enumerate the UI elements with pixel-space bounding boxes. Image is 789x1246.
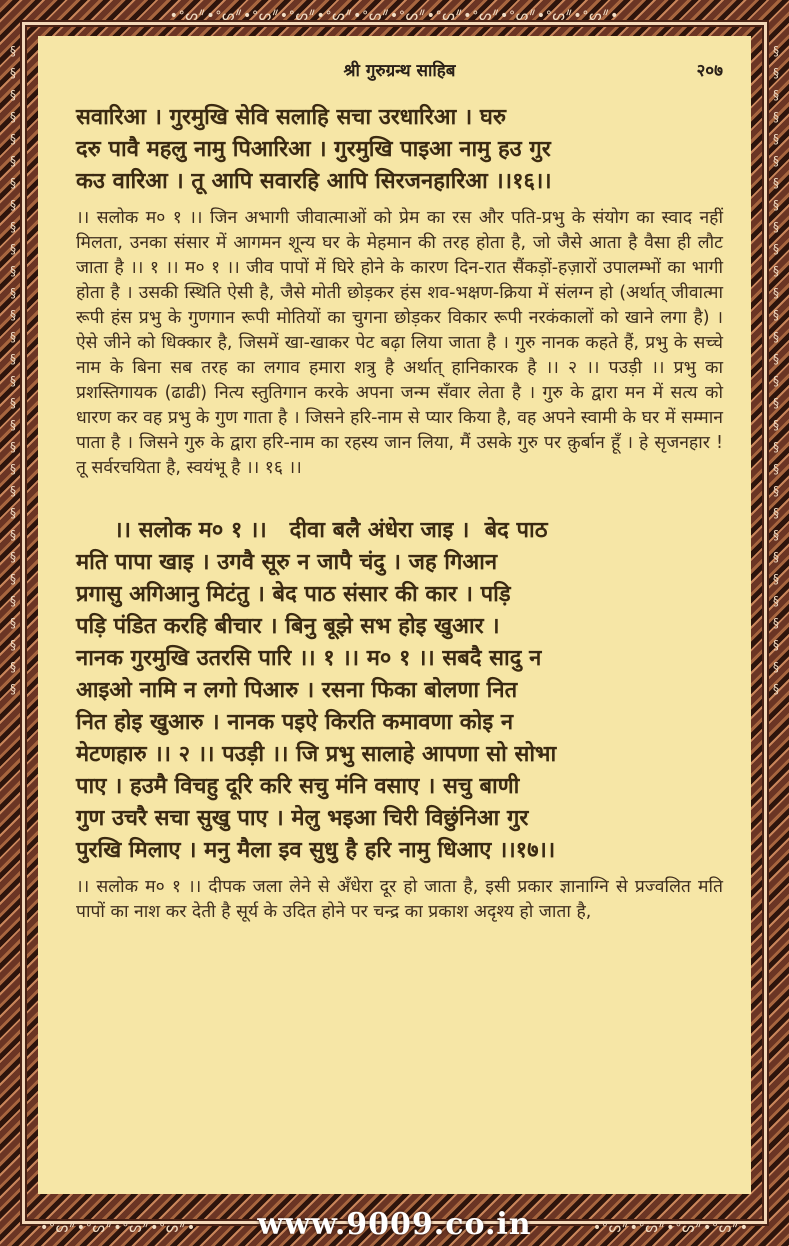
right-ornament: § § § § § § § § § § § § § § § § § § § § § § § § § § § § § § (773, 44, 779, 696)
translation-block-1 (76, 206, 723, 481)
verse-line: मेटणहारु ।। २ ।। पउड़ी ।। जि प्रभु सालाहे आपणा सो सोभा (76, 742, 557, 767)
translation-paragraph: ।। सलोक म० १ ।। जिन अभागी जीवात्माओं को प्रेम का रस और पति-प्रभु के संयोग का स्वाद नहीं मिलता, उनका संसार में आगमन शून्य घर के मेहमान की तरह होता है, जो जैसे आता है वैसा ही लौट जाता है ।। १ ।। म० १ ।। जीव पापों में घिरे होने के कारण दिन-रात सैंकड़ों-हज़ारों उपालम्भों का भागी होता है । उसकी स्थिति ऐसी है, जैसे मोती छोड़कर हंस शव-भक्षण-क्रिया में संलग्न हो (अर्थात् जीवात्मा रूपी हंस प्रभु के गुणगान रूपी मोतियों का चुगना छोड़कर विकार रूपी नरकंकालों को खाने लगा है) । ऐसे जीने को धिक्कार है, जिसमें खा-खाकर पेट बढ़ा लिया जाता है । गुरु नानक कहते हैं, प्रभु के सच्चे नाम के बिना सब तरह का लगाव हमारा शत्रु है अर्थात् हानिकारक है ।। २ ।। पउड़ी ।। प्रभु का प्रशस्तिगायक (ढाढी) नित्य स्तुतिगान करके अपना जन्म सँवार लेता है । गुरु के द्वारा मन में सत्य को धारण कर वह प्रभु के गुण गाता है । जिसने हरि-नाम से प्यार किया है, वह अपने स्वामी के घर में सम्मान पाता है । जिसने गुरु के द्वारा हरि-नाम का रहस्य जान लिया, मैं उसके गुरु पर क़ुर्बान हूँ । हे सृजनहार ! तू सर्वरचयिता है, स्वयंभू है ।। १६ ।। (76, 208, 723, 478)
verse-line: मति पापा खाइ । उगवै सूरु न जापै चंदु । जह गिआन (76, 550, 498, 575)
verse-line: पाए । हउमै विचहु दूरि करि सचु मंनि वसाए । सचु बाणी (76, 774, 520, 799)
page-number: २०७ (696, 61, 723, 81)
page-title: श्री गुरुग्रन्थ साहिब (343, 61, 456, 81)
verse-line: नानक गुरमुखि उतरसि पारि ।। १ ।। म० १ ।। सबदै सादु न (76, 646, 542, 671)
bottom-right-ornament: •ᐤᔕᐥ•ᐤᔕᐥ•ᐤᔕᐥ•ᐤᔕᐥ• (592, 1220, 749, 1236)
verse-line: सवारिआ । गुरमुखि सेवि सलाहि सचा उरधारिआ । घरु (76, 105, 506, 130)
verse-line: प्रगासु अगिआनु मिटंतु । बेद पाठ संसार की कार । पड़ि (76, 582, 511, 607)
translation-paragraph: ।। सलोक म० १ ।। दीपक जला लेने से अँधेरा दूर हो जाता है, इसी प्रकार ज्ञानाग्नि से प्रज्वलित मति पापों का नाश कर देती है सूर्य के उदित होने पर चन्द्र का प्रकाश अदृश्य हो जाता है, (76, 877, 723, 922)
top-ornament: •ᐤᔕᐥ•ᐤᔕᐥ•ᐤᔕᐥ•ᐤᔕᐥ•ᐤᔕᐥ•ᐤᔕᐥ•ᐤᔕᐥ•ᐤᔕᐥ•ᐤᔕᐥ•ᐤᔕᐥ•ᐤᔕᐥ•ᐤᔕᐥ• (169, 8, 620, 24)
verse-line: ।। सलोक म० १ ।। दीवा बलै अंधेरा जाइ । बेद पाठ (76, 518, 548, 543)
verse-line: दरु पावै महलु नामु पिआरिआ । गुरमुखि पाइआ नामु हउ गुर (76, 137, 551, 162)
gurbani-verse-block-2 (76, 515, 723, 867)
bottom-left-ornament: •ᐤᔕᐥ•ᐤᔕᐥ•ᐤᔕᐥ•ᐤᔕᐥ• (40, 1220, 197, 1236)
page-header (76, 58, 723, 90)
left-ornament: § § § § § § § § § § § § § § § § § § § § § § § § § § § § § § (10, 44, 16, 696)
website-url: www.9009.co.in (257, 1207, 532, 1242)
verse-line: आइओ नामि न लगो पिआरु । रसना फिका बोलणा नित (76, 678, 518, 703)
section-divider (76, 481, 723, 503)
gurbani-verse-block-1 (76, 102, 723, 198)
translation-block-2 (76, 875, 723, 925)
verse-line: कउ वारिआ । तू आपि सवारहि आपि सिरजनहारिआ ।।१६।। (76, 169, 552, 194)
verse-line: पुरखि मिलाए । मनु मैला इव सुधु है हरि नामु धिआए ।।१७।। (76, 838, 556, 863)
verse-line: गुण उचरै सचा सुखु पाए । मेलु भइआ चिरी विछुंनिआ गुर (76, 806, 529, 831)
scripture-page (38, 36, 751, 1194)
verse-line: पड़ि पंडित करहि बीचार । बिनु बूझे सभ होइ खुआर । (76, 614, 500, 639)
verse-line: नित होइ खुआरु । नानक पइऐ किरति कमावणा कोइ न (76, 710, 514, 735)
